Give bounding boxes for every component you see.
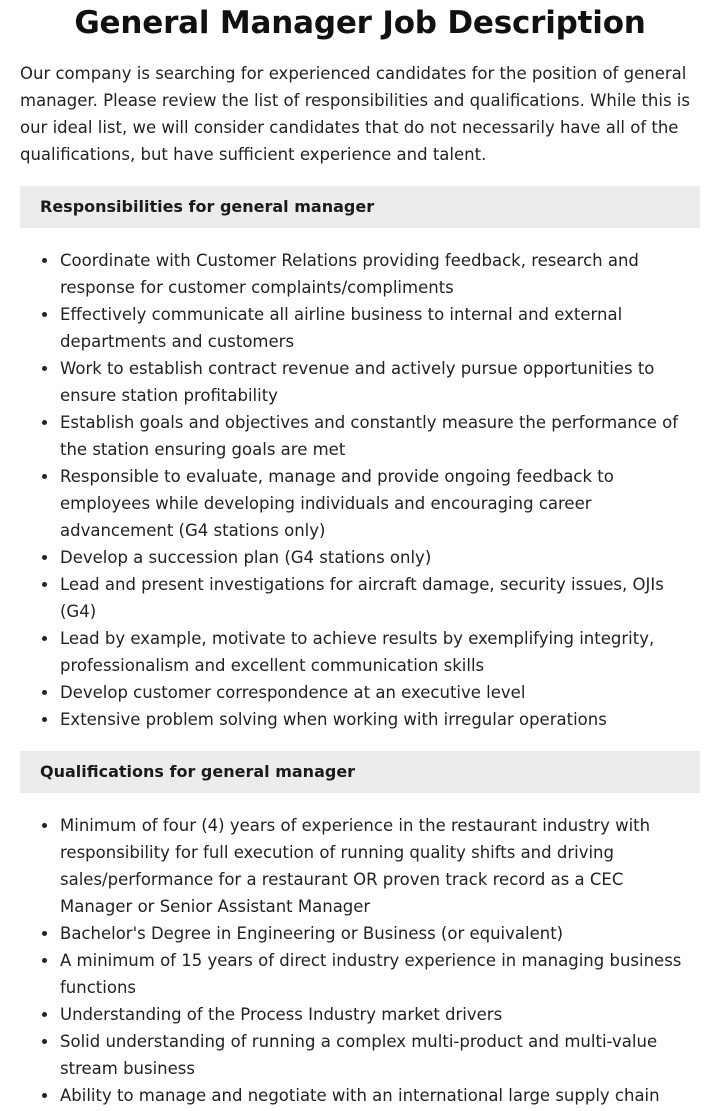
responsibility-item: Effectively communicate all airline business to internal and external departments and customers [20,301,700,355]
responsibilities-list [20,247,700,733]
page-title: General Manager Job Description [74,5,646,41]
qualifications-list [20,812,700,1109]
responsibility-item: Extensive problem solving when working with irregular operations [20,706,700,733]
qualification-item: Minimum of four (4) years of experience in the restaurant industry with responsibility for full execution of running quality shifts and driving sales/performance for a restaurant OR proven track record as a CEC Manager or Senior Assistant Manager [20,812,700,920]
responsibility-item: Develop a succession plan (G4 stations only) [20,544,700,571]
responsibility-item: Establish goals and objectives and constantly measure the performance of the station ensuring goals are met [20,409,700,463]
qualification-item: Solid understanding of running a complex multi-product and multi-value stream business [20,1028,700,1082]
responsibility-item: Coordinate with Customer Relations providing feedback, research and response for customer complaints/compliments [20,247,700,301]
responsibilities-heading: Responsibilities for general manager [20,186,700,228]
responsibility-item: Develop customer correspondence at an executive level [20,679,700,706]
responsibility-item: Responsible to evaluate, manage and provide ongoing feedback to employees while developing individuals and encouraging career advancement (G4 stations only) [20,463,700,544]
responsibility-item: Lead by example, motivate to achieve results by exemplifying integrity, professionalism and excellent communication skills [20,625,700,679]
intro-paragraph: Our company is searching for experienced candidates for the position of general manager. Please review the list of responsibilities and qualifications. While this is our ideal list, we will consider candidates that do not necessarily have all of the qualifications, but have sufficient experience and talent. [20,64,690,164]
qualification-item: A minimum of 15 years of direct industry experience in managing business functions [20,947,700,1001]
responsibility-item: Lead and present investigations for aircraft damage, security issues, OJIs (G4) [20,571,700,625]
qualification-item: Understanding of the Process Industry market drivers [20,1001,700,1028]
responsibility-item: Work to establish contract revenue and actively pursue opportunities to ensure station profitability [20,355,700,409]
qualification-item: Ability to manage and negotiate with an international large supply chain [20,1082,700,1109]
qualifications-heading: Qualifications for general manager [20,751,700,793]
qualification-item: Bachelor's Degree in Engineering or Business (or equivalent) [20,920,700,947]
